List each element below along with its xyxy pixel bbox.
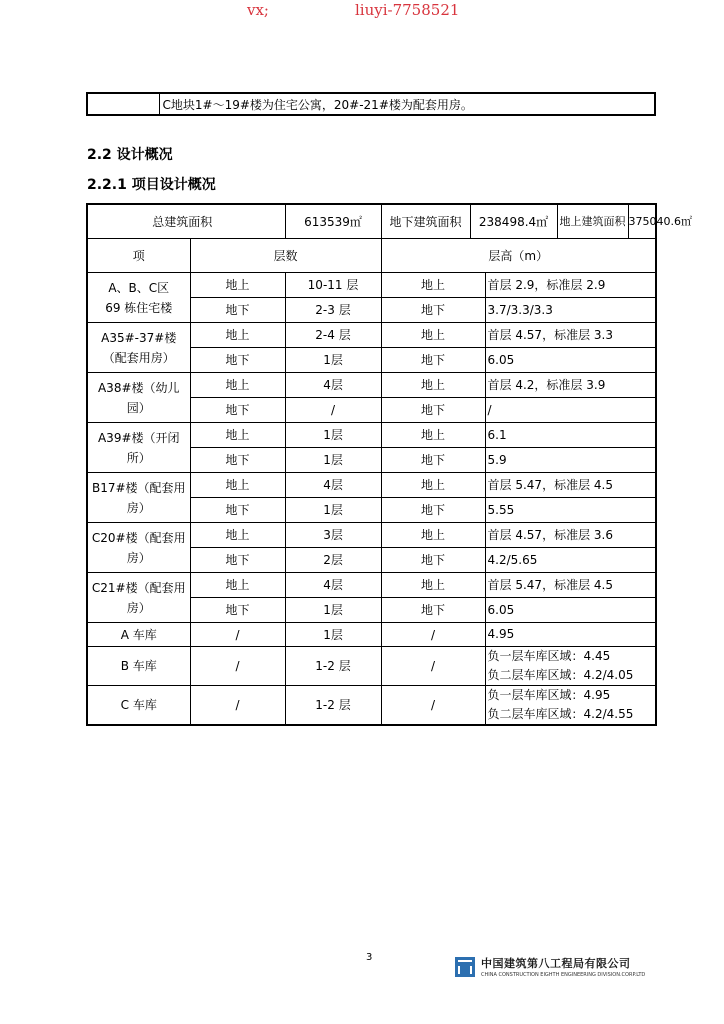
building-name bbox=[87, 423, 190, 473]
height-level-label: 地下 bbox=[381, 298, 485, 323]
cell-line: 负一层车库区域：4.95 bbox=[487, 688, 611, 702]
height-level-label: 地上 bbox=[381, 423, 485, 448]
floor-count: 1层 bbox=[285, 448, 381, 473]
cell-line: 园） bbox=[126, 400, 151, 415]
floor-count: 1层 bbox=[285, 498, 381, 523]
cell-line: 4.95 bbox=[487, 627, 515, 641]
above-area-combined bbox=[557, 204, 693, 239]
height-level-label: 地下 bbox=[381, 548, 485, 573]
height-level-label: 地下 bbox=[381, 398, 485, 423]
underground-area-label: 地下建筑面积 bbox=[381, 204, 470, 239]
cell-line: A39#楼（开闭 bbox=[97, 430, 180, 445]
watermark bbox=[0, 0, 724, 24]
company-logo bbox=[455, 955, 645, 978]
underground-area-value: 238498.4㎡ bbox=[470, 204, 557, 239]
table-row bbox=[87, 523, 656, 548]
height-level-label: 地上 bbox=[381, 323, 485, 348]
cell-line: C21#楼（配套用 bbox=[91, 580, 186, 595]
cell-line: （配套用房） bbox=[102, 350, 175, 365]
height-level-label: 地上 bbox=[381, 523, 485, 548]
height-level-label: 地下 bbox=[381, 598, 485, 623]
floor-count: 3层 bbox=[285, 523, 381, 548]
level-label: 地上 bbox=[190, 573, 285, 598]
watermark-left: vx; bbox=[247, 1, 269, 19]
cell-line: B17#楼（配套用 bbox=[91, 480, 186, 495]
cell-line: A35#-37#楼 bbox=[101, 330, 177, 345]
floor-height: 6.1 bbox=[485, 423, 656, 448]
cell-line: 房） bbox=[126, 600, 151, 615]
floor-count: / bbox=[285, 398, 381, 423]
floor-height: 首层 5.47，标准层 4.5 bbox=[485, 473, 656, 498]
garage-row bbox=[87, 686, 656, 726]
total-area-label: 总建筑面积 bbox=[87, 204, 285, 239]
floor-count: 1-2 层 bbox=[285, 647, 381, 686]
cell-line: 69 栋住宅楼 bbox=[105, 300, 173, 315]
table-row bbox=[87, 573, 656, 598]
floor-count: 2-3 层 bbox=[285, 298, 381, 323]
level-label: 地上 bbox=[190, 423, 285, 448]
building-name bbox=[87, 323, 190, 373]
floor-height: 首层 5.47，标准层 4.5 bbox=[485, 573, 656, 598]
garage-row bbox=[87, 623, 656, 647]
building-name bbox=[87, 273, 190, 323]
floor-height: 5.9 bbox=[485, 448, 656, 473]
height-level-label: 地下 bbox=[381, 348, 485, 373]
floor-height: 3.7/3.3/3.3 bbox=[485, 298, 656, 323]
floor-count: 2-4 层 bbox=[285, 323, 381, 348]
floor-count: 4层 bbox=[285, 373, 381, 398]
watermark-right: liuyi-7758521 bbox=[355, 1, 460, 19]
garage-row bbox=[87, 647, 656, 686]
floor-count: 1层 bbox=[285, 598, 381, 623]
height-level-label: / bbox=[381, 686, 485, 726]
header-height: 层高（m） bbox=[381, 239, 656, 273]
height-level-label: / bbox=[381, 647, 485, 686]
cell-line: A、B、C区 bbox=[108, 280, 170, 295]
building-name bbox=[87, 473, 190, 523]
level-label: 地下 bbox=[190, 598, 285, 623]
floor-height: 首层 4.57，标准层 3.6 bbox=[485, 523, 656, 548]
top-table-cell-empty bbox=[87, 93, 159, 115]
floor-height bbox=[485, 647, 656, 686]
height-level-label: 地上 bbox=[381, 373, 485, 398]
floor-count: 1层 bbox=[285, 623, 381, 647]
floor-count: 10-11 层 bbox=[285, 273, 381, 298]
garage-name: B 车库 bbox=[87, 647, 190, 686]
level-label: / bbox=[190, 623, 285, 647]
header-floors: 层数 bbox=[190, 239, 381, 273]
floor-height bbox=[485, 623, 656, 647]
level-label: 地下 bbox=[190, 498, 285, 523]
cell-line: 所） bbox=[126, 450, 151, 465]
garage-name: C 车库 bbox=[87, 686, 190, 726]
floor-height: 5.55 bbox=[485, 498, 656, 523]
floor-height bbox=[485, 686, 656, 726]
height-level-label: 地上 bbox=[381, 473, 485, 498]
page-number: 3 bbox=[366, 952, 373, 963]
table-row bbox=[87, 373, 656, 398]
floor-count: 4层 bbox=[285, 573, 381, 598]
floor-height: 首层 4.2，标准层 3.9 bbox=[485, 373, 656, 398]
level-label: 地上 bbox=[190, 323, 285, 348]
cell-line: 负一层车库区域：4.45 bbox=[487, 649, 611, 663]
height-level-label: / bbox=[381, 623, 485, 647]
section-heading: 2.2 设计概况 bbox=[87, 147, 173, 163]
floor-count: 1层 bbox=[285, 348, 381, 373]
cell-line: 负二层车库区域：4.2/4.05 bbox=[487, 668, 634, 682]
table-row bbox=[87, 273, 656, 298]
level-label: 地下 bbox=[190, 298, 285, 323]
level-label: 地下 bbox=[190, 548, 285, 573]
garage-name: A 车库 bbox=[87, 623, 190, 647]
design-overview-table bbox=[86, 203, 693, 726]
building-name bbox=[87, 523, 190, 573]
floor-count: 4层 bbox=[285, 473, 381, 498]
cell-line: A38#楼（幼儿 bbox=[97, 380, 180, 395]
floor-count: 1层 bbox=[285, 423, 381, 448]
floor-height: / bbox=[485, 398, 656, 423]
header-row bbox=[87, 239, 656, 273]
level-label: 地上 bbox=[190, 523, 285, 548]
level-label: 地下 bbox=[190, 348, 285, 373]
level-label: / bbox=[190, 686, 285, 726]
floor-height: 4.2/5.65 bbox=[485, 548, 656, 573]
cell-line: C20#楼（配套用 bbox=[91, 530, 186, 545]
table-row bbox=[87, 473, 656, 498]
above-area-label: 地上建筑面积 bbox=[558, 205, 629, 238]
cell-line: 房） bbox=[126, 500, 151, 515]
level-label: 地上 bbox=[190, 273, 285, 298]
floor-count: 1-2 层 bbox=[285, 686, 381, 726]
table-row bbox=[87, 423, 656, 448]
company-name-cn: 中国建筑第八工程局有限公司 bbox=[481, 957, 631, 970]
cscec-logo-icon bbox=[455, 957, 475, 977]
subsection-heading: 2.2.1 项目设计概况 bbox=[87, 177, 216, 193]
top-table-cell-text: C地块1#～19#楼为住宅公寓，20#-21#楼为配套用房。 bbox=[159, 93, 655, 115]
floor-height: 首层 2.9，标准层 2.9 bbox=[485, 273, 656, 298]
height-level-label: 地上 bbox=[381, 573, 485, 598]
cell-line: 负二层车库区域：4.2/4.55 bbox=[487, 707, 634, 721]
building-name bbox=[87, 373, 190, 423]
floor-count: 2层 bbox=[285, 548, 381, 573]
level-label: 地下 bbox=[190, 398, 285, 423]
level-label: 地上 bbox=[190, 373, 285, 398]
floor-height: 6.05 bbox=[485, 598, 656, 623]
header-item: 项 bbox=[87, 239, 190, 273]
floor-height: 首层 4.57，标准层 3.3 bbox=[485, 323, 656, 348]
above-area-value: 375040.6㎡ bbox=[628, 214, 693, 228]
cell-line: 房） bbox=[126, 550, 151, 565]
building-name bbox=[87, 573, 190, 623]
table-row bbox=[87, 323, 656, 348]
floor-height: 6.05 bbox=[485, 348, 656, 373]
top-table bbox=[86, 92, 656, 116]
total-area-value: 613539㎡ bbox=[285, 204, 381, 239]
level-label: / bbox=[190, 647, 285, 686]
level-label: 地上 bbox=[190, 473, 285, 498]
height-level-label: 地下 bbox=[381, 498, 485, 523]
summary-row bbox=[87, 204, 656, 239]
height-level-label: 地上 bbox=[381, 273, 485, 298]
level-label: 地下 bbox=[190, 448, 285, 473]
height-level-label: 地下 bbox=[381, 448, 485, 473]
company-name-en: CHINA CONSTRUCTION EIGHTH ENGINEERING DIVISION.CORP.LTD bbox=[481, 972, 646, 978]
